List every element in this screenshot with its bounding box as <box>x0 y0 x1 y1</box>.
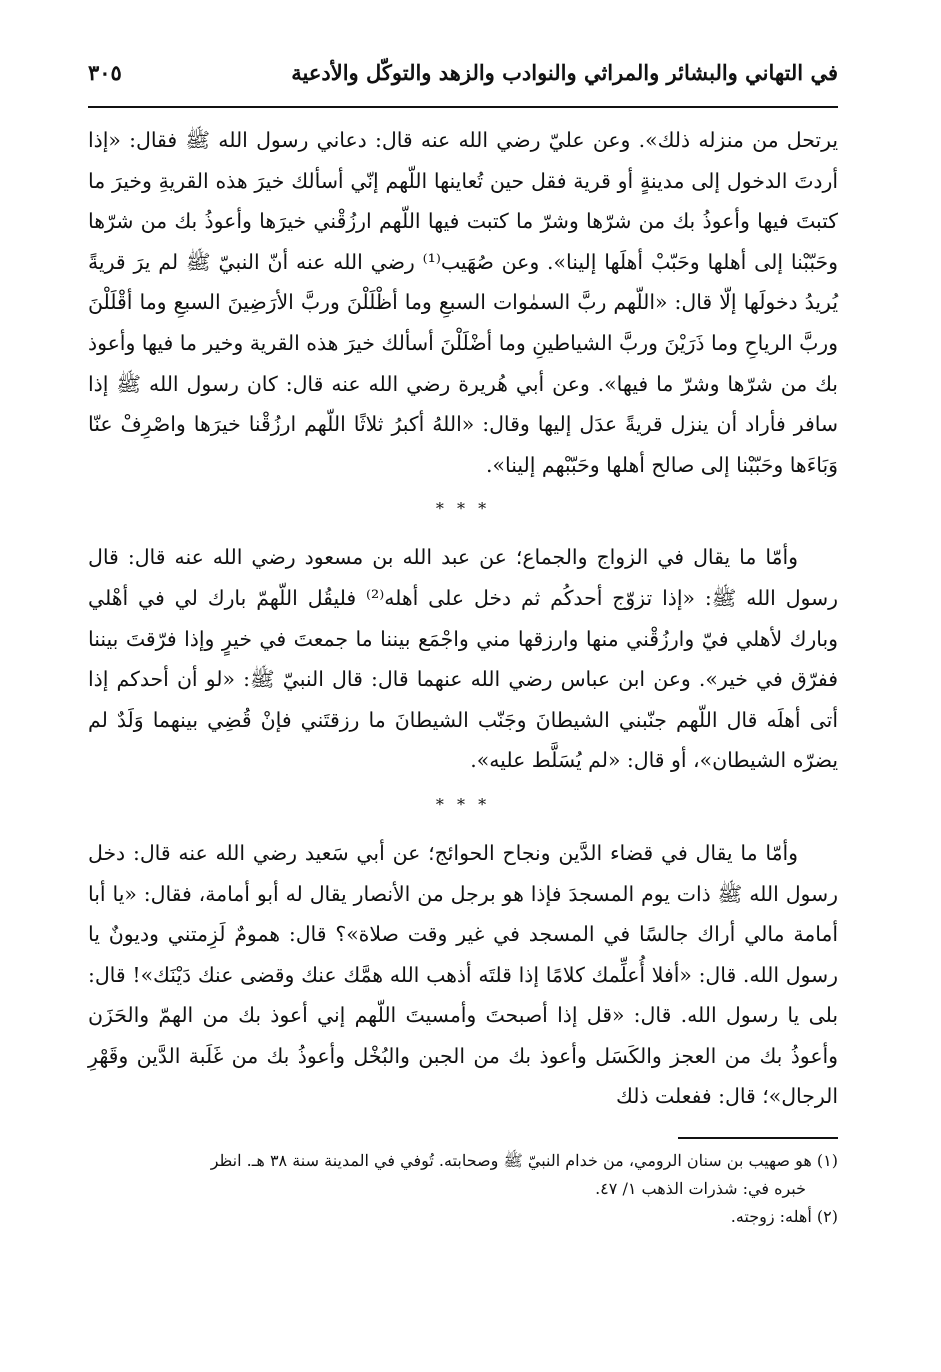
section-separator: * * * <box>435 499 491 519</box>
section-separator: * * * <box>435 794 491 814</box>
footnote-1 <box>88 1147 838 1175</box>
paragraph-marriage-prayers: وأمّا ما يقال في الزواج والجماع؛ عن عبد الله بن مسعود رضي الله عنه قال: قال رسول الله ﷺ: «إذا تزوّج أحدكُم ثم دخل على أهله⁽²⁾ فليقُل اللّهمّ بارك لي في أهْلي وبارك لأهلي فيّ وارزُقْني منها وارزقها مني واجْمَع بيننا ما جمعتَ في خيرٍ وإذا فرّقتَ بيننا ففرّق في خير». وعن ابن عباس رضي الله عنهما قال: قال النبيّ ﷺ: «لو أن أحدكم إذا أتى أهلَه قال اللّهم جنّبني الشيطانَ وجَنّب الشيطانَ ما رزقتَني فإنْ قُضِي بينهما وَلَدٌ لم يضرّه الشيطان»، أو قال: «لم يُسَلَّط عليه». <box>88 545 838 773</box>
paragraph-debt-prayers: وأمّا ما يقال في قضاء الدَّين ونجاح الحوائج؛ عن أبي سَعيد رضي الله عنه قال: دخل رسول الله ﷺ ذات يوم المسجدَ فإذا هو برجل من الأنصار يقال له أبو أمامة، فقال: «يا أبا أمامة مالي أراك جالسًا في المسجد في غير وقت صلاة»؟ قال: همومٌ لَزِمتني وديونٌ يا رسول الله. قال: «أفلا أُعلِّمك كلامًا إذا قلتَه أذهب الله همَّك عنك وقضى عنك دَيْنَك»! قال: بلى يا رسول الله. قال: «قل إذا أصبحتَ وأمسيتَ اللّهم إني أعوذ بك من الهمّ والحَزَن وأعوذُ بك من العجز والكَسَل وأعوذ بك من الجبن والبُخْل وأعوذُ بك من غَلَبة الدَّين وقَهْرِ الرجال»؛ قال: ففعلت ذلك <box>88 840 838 1109</box>
footnote-2 <box>88 1203 838 1231</box>
footnote-1-continuation: خبره في: شذرات الذهب ١/ ٤٧. <box>595 1179 806 1199</box>
body-text <box>88 120 838 1117</box>
paragraph-travel-prayers: يرتحل من منزله ذلك». وعن عليّ رضي الله عنه قال: دعاني رسول الله ﷺ فقال: «إذا أردتَ الدخول إلى مدينةٍ أو قرية فقل حين تُعاينها اللّهم إنّي أسألك خيرَ هذه القريةِ وخيرَ ما كتبتَ فيها وأعوذُ بك من شرّها وشرّ ما كتبت فيها اللّهم ارزُقْني خيرَها وأعوذُ بك من شرّها وحَبّبْنا إلى أهلها وحَبّبْ أهلَها إلينا». وعن صُهَيب⁽¹⁾ رضي الله عنه أنّ النبيّ ﷺ لم يرَ قريةً يُريدُ دخولَها إلّا قال: «اللّهم ربَّ السمٰوات السبعِ وما أظْلَلْنَ وربَّ الأرَضِينَ السبعِ وما أقْلَلْنَ وربَّ الرياحِ وما ذَرَيْنَ وربَّ الشياطينِ وما أضْلَلْنَ أسألك خيرَ هذه القرية وخير ما فيها وأعوذ بك من شرّها وشرّ ما فيها». وعن أبي هُريرة رضي الله عنه قال: كان رسول الله ﷺ إذا سافر فأراد أن ينزل قريةً عدَل إليها وقال: «اللهُ أكبرُ ثلاثًا اللّهم ارزُقْنا خيرَها واصْرِفْ عنّا وَبَاءَها وحَبّبْنا إلى صالح أهلها وحَبّبْهم إلينا». <box>88 128 838 477</box>
running-header <box>88 60 838 108</box>
footnote-divider <box>678 1137 838 1139</box>
footnote-1-number: (١) <box>816 1151 838 1171</box>
footnotes <box>88 1147 838 1231</box>
running-title: في التهاني والبشائر والمراثي والنوادب والزهد والتوكّل والأدعية <box>291 60 838 85</box>
footnote-2-number: (٢) <box>816 1207 838 1227</box>
footnote-1-text: هو صهيب بن سنان الرومي، من خدام النبيّ ﷺ وصحابته. تُوفي في المدينة سنة ٣٨ هـ. انظر <box>210 1151 812 1171</box>
footnote-2-text: أهله: زوجته. <box>730 1207 812 1227</box>
book-page <box>88 60 838 1231</box>
page-number: ٣٠٥ <box>88 60 122 85</box>
